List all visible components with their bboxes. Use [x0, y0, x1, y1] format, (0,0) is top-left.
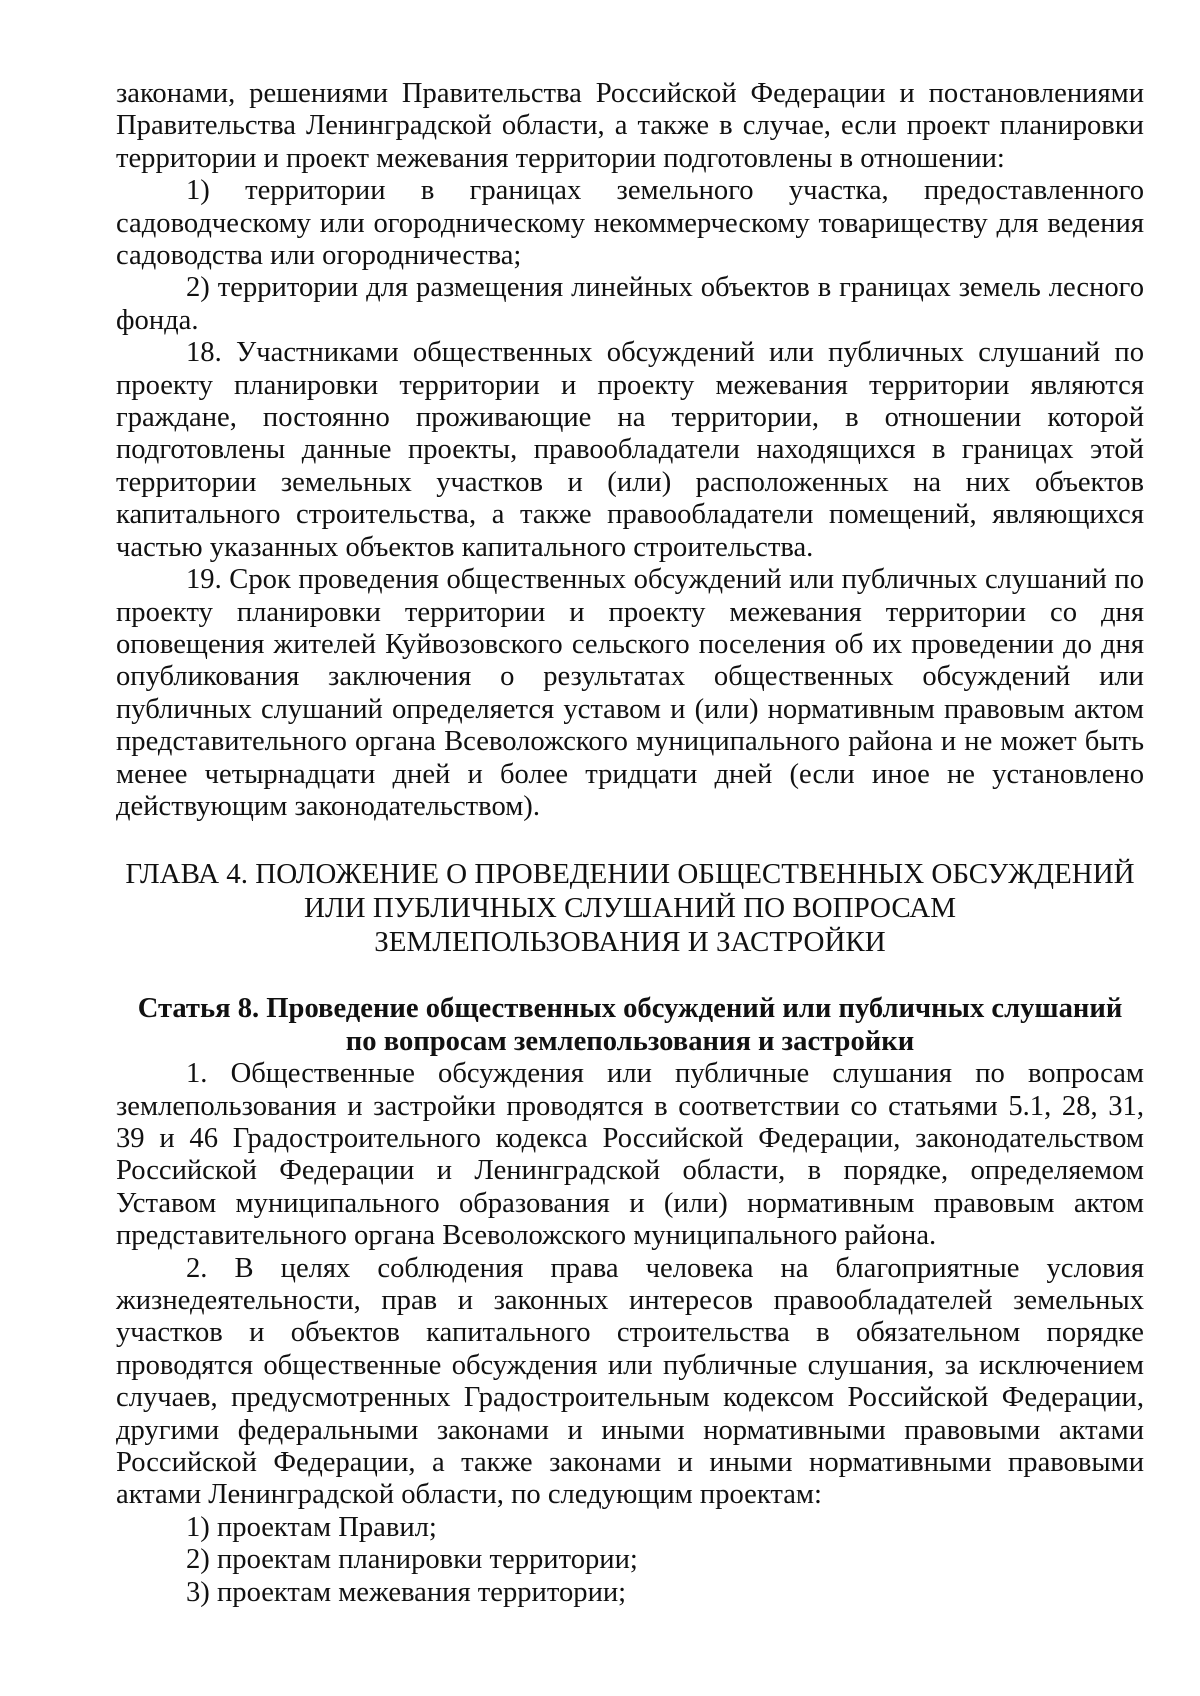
paragraph-point-18: 18. Участниками общественных обсуждений или публичных слушаний по проекту планировки территории и проекту межевания территории являются граждане, постоянно проживающие на территории, в отношении которой подготовлены данные проекты, правообладатели находящихся в границах этой территории земельных участков и (или) расположенных на них объектов капитального строительства, а также правообладатели помещений, являющихся частью указанных объектов капитального строительства.: [116, 337, 1144, 563]
article-paragraph-point-1: 1. Общественные обсуждения или публичные слушания по вопросам землепользования и застройки проводятся в соответствии со статьями 5.1, 28, 31, 39 и 46 Градостроительного кодекса Российской Федерации, законодательством Российской Федерации и Ленинградской области, в порядке, определяемом Уставом муниципального образования и (или) нормативным правовым актом представительного органа Всеволожского муниципального района.: [116, 1058, 1144, 1252]
list-item-territory-garden: 1) территории в границах земельного участка, предоставленного садоводческому или огородническому некоммерческому товариществу для ведения садоводства или огородничества;: [116, 175, 1144, 272]
chapter-heading: [116, 857, 1144, 959]
chapter-heading-line: ЗЕМЛЕПОЛЬЗОВАНИЯ И ЗАСТРОЙКИ: [374, 926, 886, 959]
article-heading-line: Статья 8. Проведение общественных обсуждений или публичных слушаний: [137, 993, 1123, 1025]
list-item: 1) проектам Правил;: [186, 1511, 437, 1543]
article-heading-line: по вопросам землепользования и застройки: [345, 1025, 915, 1057]
article-heading: [116, 993, 1144, 1058]
list-item-territory-linear: 2) территории для размещения линейных объектов в границах земель лесного фонда.: [116, 272, 1144, 336]
paragraph-point-19: 19. Срок проведения общественных обсуждений или публичных слушаний по проекту планировки территории и проекту межевания территории со дня оповещения жителей Куйвозовского сельского поселения об их проведении до дня опубликования заключения о результатах общественных обсуждений или публичных слушаний определяется уставом и (или) нормативным правовым актом представительного органа Всеволожского муниципального района и не может быть менее четырнадцати дней и более тридцати дней (если иное не установлено действующим законодательством).: [116, 564, 1144, 822]
chapter-heading-line: ГЛАВА 4. ПОЛОЖЕНИЕ О ПРОВЕДЕНИИ ОБЩЕСТВЕННЫХ ОБСУЖДЕНИЙ: [125, 858, 1135, 891]
document-page: [116, 78, 1144, 1609]
article-paragraph-point-2: 2. В целях соблюдения права человека на благоприятные условия жизнедеятельности, прав и законных интересов правообладателей земельных участков и объектов капитального строительства в обязательном порядке проводятся общественные обсуждения или публичные слушания, за исключением случаев, предусмотренных Градостроительным кодексом Российской Федерации, другими федеральными законами и иными нормативными правовыми актами Российской Федерации, а также законами и иными нормативными правовыми актами Ленинградской области, по следующим проектам:: [116, 1252, 1144, 1511]
chapter-heading-line: ИЛИ ПУБЛИЧНЫХ СЛУШАНИЙ ПО ВОПРОСАМ: [304, 892, 956, 925]
continuation-paragraph: законами, решениями Правительства Российской Федерации и постановлениями Правительства Ленинградской области, а также в случае, если проект планировки территории и проект межевания территории подготовлены в отношении:: [116, 78, 1144, 174]
list-item: 3) проектам межевания территории;: [186, 1576, 627, 1608]
list-item: 2) проектам планировки территории;: [186, 1544, 638, 1576]
